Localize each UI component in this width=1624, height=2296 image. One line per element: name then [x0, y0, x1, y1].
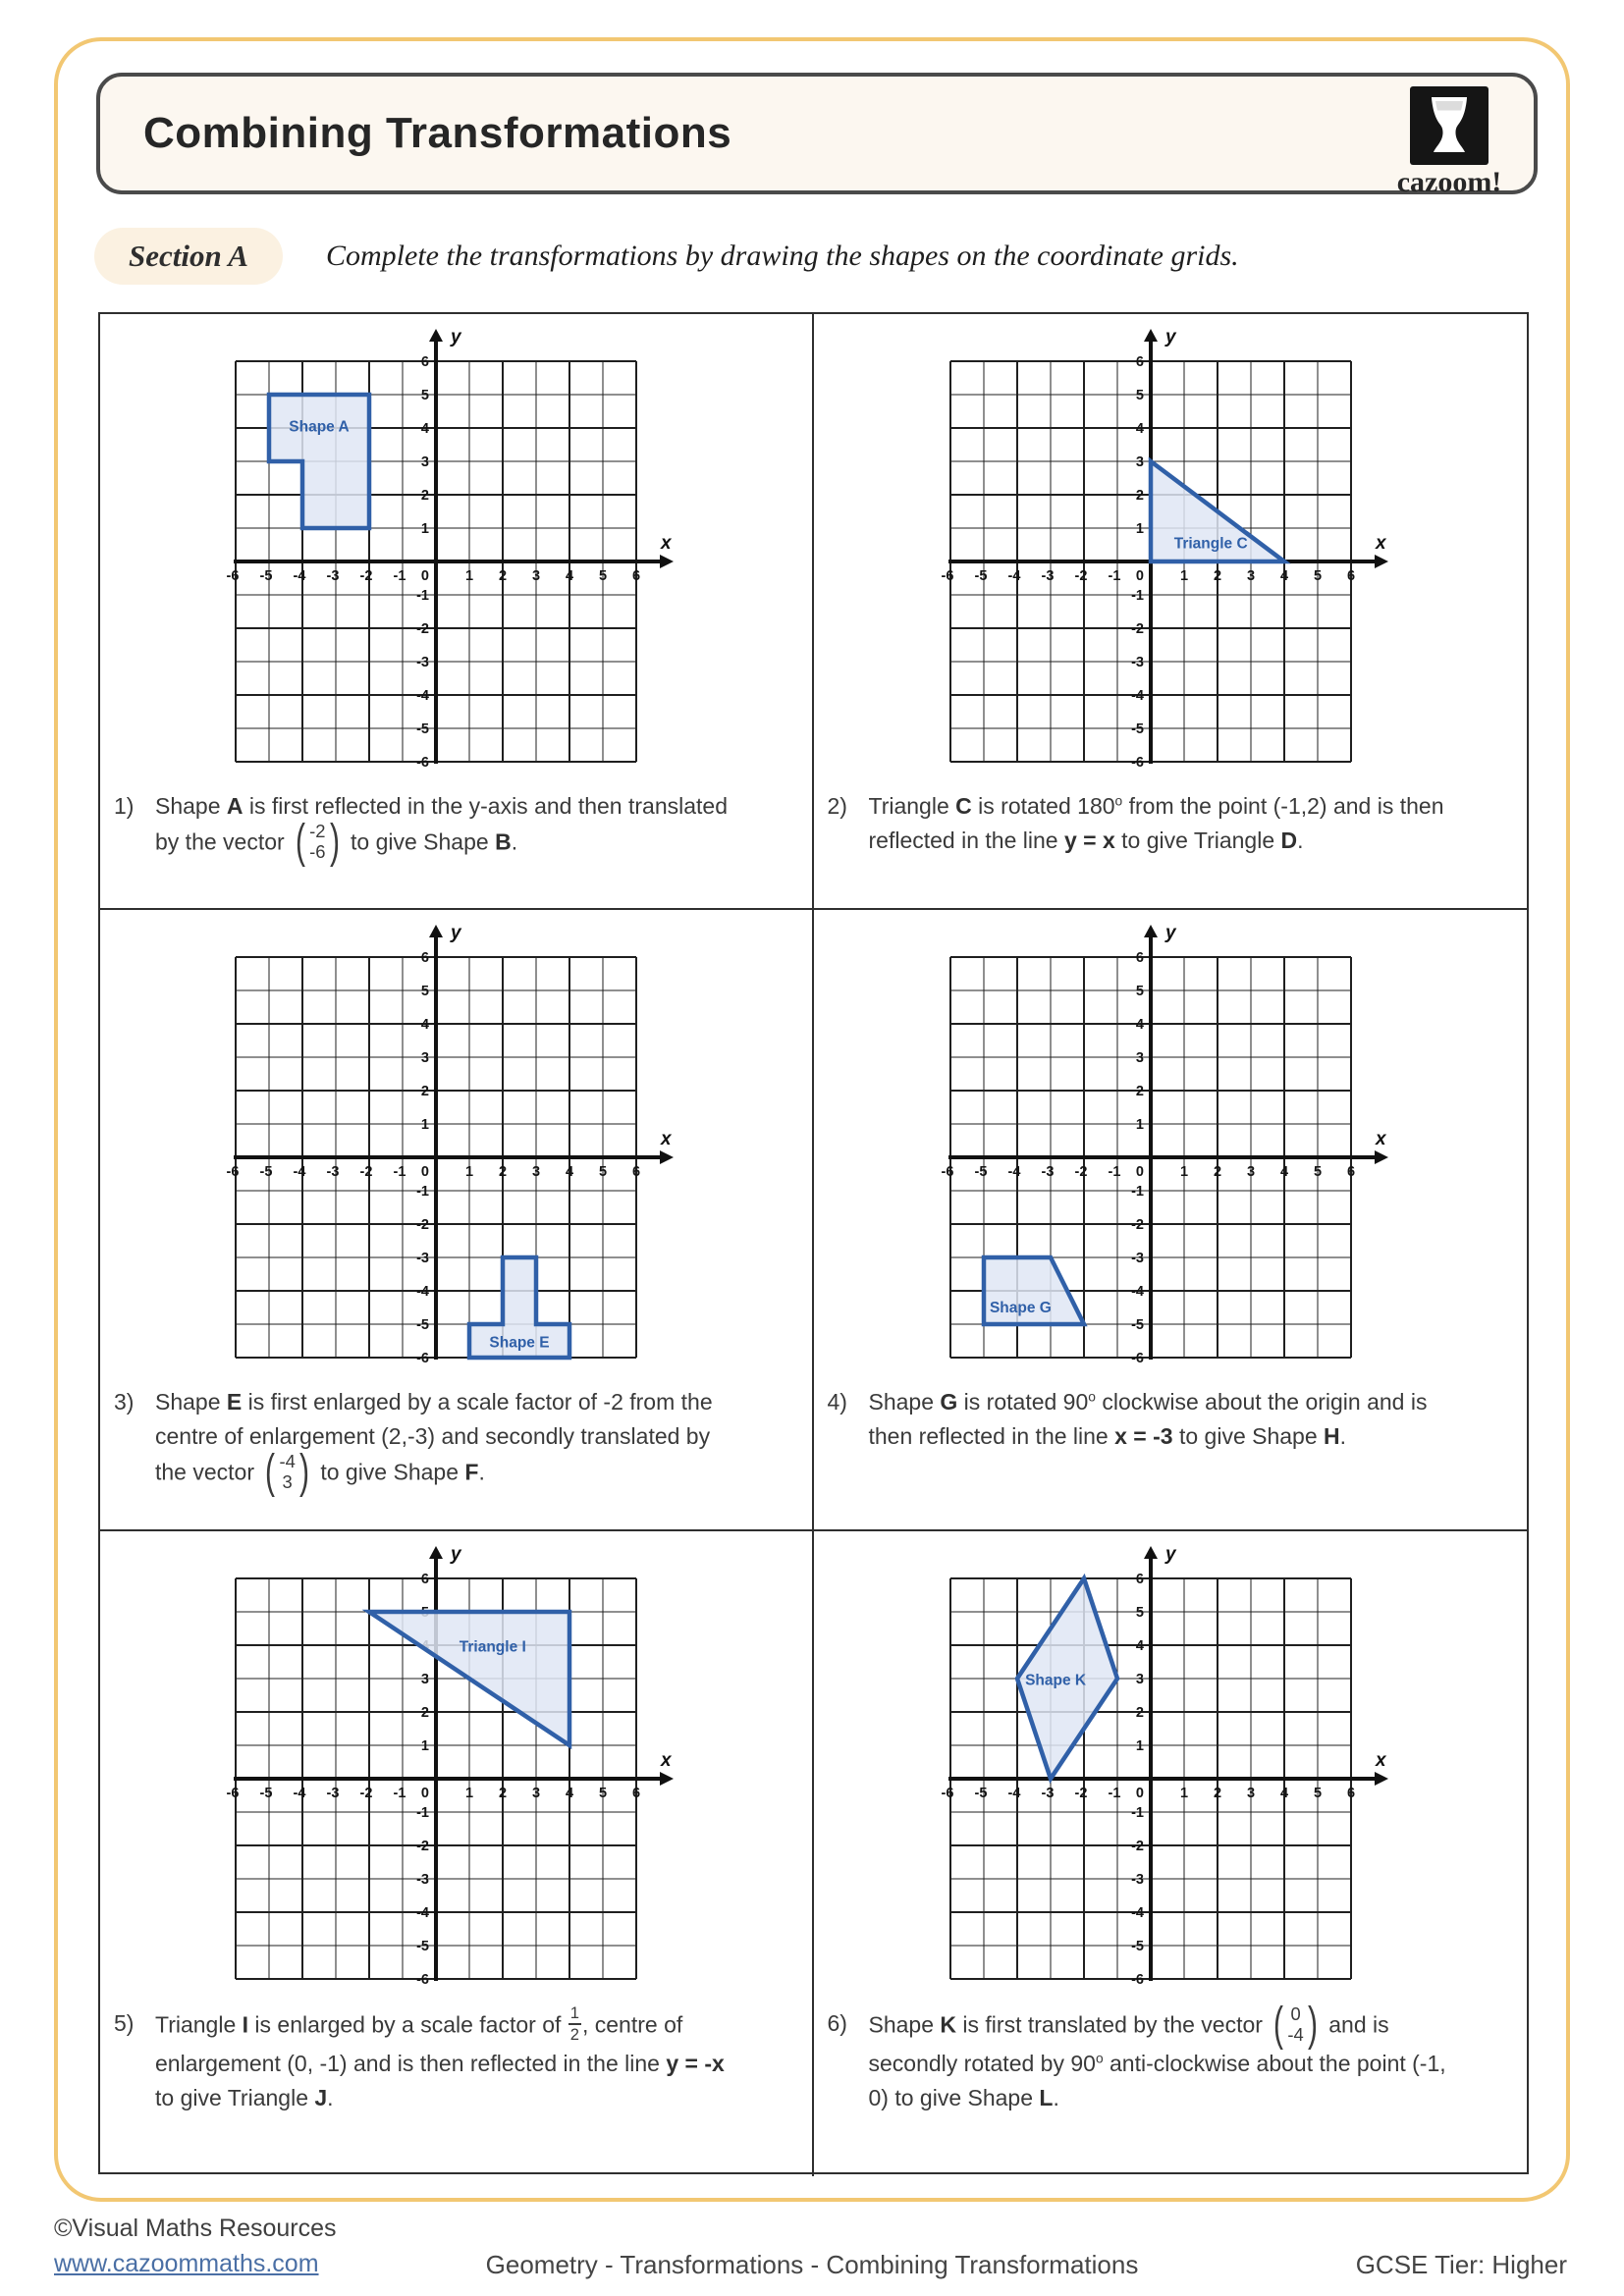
svg-text:-4: -4	[1007, 568, 1021, 584]
question-3	[100, 1379, 812, 1499]
svg-text:3: 3	[421, 1050, 430, 1066]
svg-text:-4: -4	[1007, 1786, 1021, 1801]
svg-text:x: x	[1375, 1750, 1386, 1771]
svg-text:5: 5	[421, 984, 430, 999]
svg-text:0: 0	[421, 568, 430, 584]
svg-text:-6: -6	[941, 1164, 954, 1180]
svg-text:-3: -3	[326, 1164, 340, 1180]
svg-text:5: 5	[599, 1786, 608, 1801]
svg-text:3: 3	[532, 568, 541, 584]
brand-name: cazoom!	[1396, 166, 1502, 198]
footer-tier: GCSE Tier: Higher	[1355, 2250, 1567, 2279]
question-number: 5)	[114, 2010, 135, 2036]
svg-text:5: 5	[421, 388, 430, 403]
svg-text:5: 5	[599, 1164, 608, 1180]
svg-text:-1: -1	[1130, 1184, 1144, 1200]
svg-text:5: 5	[1313, 568, 1322, 584]
question-panel-6	[814, 1531, 1528, 2176]
svg-text:-4: -4	[293, 1164, 306, 1180]
svg-text:-6: -6	[1130, 1351, 1144, 1366]
svg-text:-2: -2	[359, 1164, 373, 1180]
svg-text:-1: -1	[1130, 1805, 1144, 1821]
svg-text:0: 0	[421, 1786, 430, 1801]
header-box	[96, 73, 1538, 198]
svg-text:4: 4	[1135, 1017, 1144, 1033]
svg-text:-6: -6	[226, 1786, 240, 1801]
svg-text:-3: -3	[1041, 1786, 1055, 1801]
svg-text:6: 6	[1346, 1786, 1355, 1801]
svg-text:6: 6	[1135, 354, 1144, 370]
question-number: 2)	[827, 793, 847, 819]
svg-text:6: 6	[1346, 568, 1355, 584]
svg-text:-5: -5	[259, 1164, 273, 1180]
svg-text:x: x	[1375, 1129, 1386, 1149]
svg-text:Triangle I: Triangle I	[460, 1638, 527, 1656]
svg-text:-5: -5	[974, 1164, 988, 1180]
svg-text:y: y	[1164, 1545, 1176, 1565]
question-5	[100, 2001, 812, 2115]
svg-text:1: 1	[1135, 1117, 1144, 1133]
question-panel-5	[100, 1531, 814, 2176]
svg-text:-3: -3	[1130, 1872, 1144, 1888]
svg-text:-2: -2	[416, 1839, 430, 1854]
svg-text:-2: -2	[359, 568, 373, 584]
svg-text:Triangle C: Triangle C	[1173, 535, 1248, 553]
question-number: 6)	[827, 2010, 847, 2036]
svg-text:5: 5	[1135, 388, 1144, 403]
footer-url-link[interactable]: www.cazoommaths.com	[54, 2250, 319, 2277]
question-panel-4	[814, 910, 1528, 1531]
svg-text:x: x	[661, 533, 672, 554]
svg-text:1: 1	[1179, 1786, 1188, 1801]
footer-url	[54, 2250, 319, 2278]
svg-text:6: 6	[421, 950, 430, 966]
coordinate-grid-5	[220, 1545, 691, 2001]
svg-text:6: 6	[1135, 1572, 1144, 1587]
svg-text:-3: -3	[1130, 1251, 1144, 1266]
svg-text:-4: -4	[1130, 688, 1144, 704]
svg-text:-5: -5	[259, 1786, 273, 1801]
svg-text:0: 0	[1135, 568, 1144, 584]
svg-text:-6: -6	[941, 1786, 954, 1801]
svg-text:3: 3	[1135, 1672, 1144, 1687]
question-4	[814, 1379, 1528, 1454]
svg-text:-4: -4	[416, 1284, 430, 1300]
svg-text:-3: -3	[416, 655, 430, 670]
svg-text:-6: -6	[226, 1164, 240, 1180]
coordinate-grid-3	[220, 924, 691, 1379]
svg-text:-2: -2	[1074, 568, 1088, 584]
svg-text:-1: -1	[1130, 588, 1144, 604]
svg-text:-4: -4	[293, 1786, 306, 1801]
svg-text:-1: -1	[1108, 1164, 1121, 1180]
question-panel-1	[100, 314, 814, 910]
section-instruction: Complete the transformations by drawing the shapes on the coordinate grids.	[326, 240, 1239, 272]
svg-text:Shape A: Shape A	[289, 418, 350, 436]
question-body: Triangle C is rotated 180$^o$ from the point (-1,2) and is then reflected in the line y = x to give Triangle D.	[868, 793, 1444, 853]
svg-text:2: 2	[421, 488, 430, 504]
svg-text:2: 2	[1213, 1786, 1221, 1801]
svg-text:y: y	[1164, 924, 1176, 943]
svg-text:-1: -1	[393, 568, 406, 584]
svg-text:4: 4	[566, 568, 574, 584]
svg-text:-6: -6	[1130, 755, 1144, 771]
svg-text:-3: -3	[416, 1251, 430, 1266]
svg-text:x: x	[1375, 533, 1386, 554]
coordinate-grid-2	[935, 328, 1406, 783]
svg-text:-2: -2	[1130, 621, 1144, 637]
svg-text:x: x	[661, 1129, 672, 1149]
svg-text:6: 6	[1346, 1164, 1355, 1180]
svg-text:-3: -3	[326, 1786, 340, 1801]
svg-text:1: 1	[465, 1164, 474, 1180]
svg-text:0: 0	[421, 1164, 430, 1180]
svg-text:-4: -4	[1007, 1164, 1021, 1180]
svg-text:-2: -2	[1130, 1217, 1144, 1233]
svg-text:2: 2	[499, 1786, 508, 1801]
question-body: Triangle I is enlarged by a scale factor of $\frac{1}{2}$ , centre of enlargement (0, -1) and is then reflected in the line y = -x to give Triangle J.	[155, 2003, 725, 2111]
svg-text:2: 2	[1213, 1164, 1221, 1180]
brand-logo	[1390, 86, 1508, 199]
svg-text:2: 2	[1135, 488, 1144, 504]
worksheet-grid	[98, 312, 1529, 2174]
svg-text:y: y	[451, 1545, 461, 1565]
svg-text:-6: -6	[416, 755, 430, 771]
svg-text:0: 0	[1135, 1786, 1144, 1801]
svg-text:5: 5	[1313, 1786, 1322, 1801]
svg-text:-4: -4	[416, 1905, 430, 1921]
svg-text:-6: -6	[1130, 1972, 1144, 1988]
svg-text:-5: -5	[416, 1317, 430, 1333]
svg-text:0: 0	[1135, 1164, 1144, 1180]
svg-text:4: 4	[421, 1017, 430, 1033]
question-body: Shape A is first reflected in the y-axis and then translated by the vector ( -2 -6 ) to give Shape B.	[155, 793, 728, 869]
page-title: Combining Transformations	[143, 109, 732, 157]
svg-text:-3: -3	[1041, 568, 1055, 584]
svg-text:Shape G: Shape G	[989, 1300, 1052, 1316]
svg-text:-1: -1	[416, 588, 430, 604]
svg-text:-6: -6	[416, 1972, 430, 1988]
svg-text:2: 2	[1135, 1705, 1144, 1721]
svg-text:3: 3	[1246, 568, 1255, 584]
question-1	[100, 783, 812, 869]
svg-text:-5: -5	[1130, 1939, 1144, 1954]
svg-text:1: 1	[1179, 1164, 1188, 1180]
svg-text:-2: -2	[1130, 1839, 1144, 1854]
svg-text:1: 1	[421, 521, 430, 537]
svg-text:-2: -2	[359, 1786, 373, 1801]
svg-text:4: 4	[566, 1786, 574, 1801]
question-panel-3	[100, 910, 814, 1531]
question-2	[814, 783, 1528, 858]
svg-text:-2: -2	[1074, 1786, 1088, 1801]
svg-text:-5: -5	[416, 721, 430, 737]
svg-text:5: 5	[599, 568, 608, 584]
svg-text:-1: -1	[1108, 568, 1121, 584]
svg-text:-1: -1	[416, 1184, 430, 1200]
svg-text:-6: -6	[941, 568, 954, 584]
coordinate-grid-1	[220, 328, 691, 783]
svg-text:1: 1	[465, 1786, 474, 1801]
svg-text:4: 4	[1135, 1638, 1144, 1654]
svg-text:3: 3	[1135, 1050, 1144, 1066]
svg-text:-5: -5	[974, 568, 988, 584]
svg-text:3: 3	[421, 1672, 430, 1687]
svg-text:-3: -3	[326, 568, 340, 584]
svg-text:-1: -1	[1108, 1786, 1121, 1801]
svg-text:4: 4	[1135, 421, 1144, 437]
svg-text:-5: -5	[974, 1786, 988, 1801]
svg-text:-5: -5	[1130, 721, 1144, 737]
svg-text:-1: -1	[393, 1786, 406, 1801]
svg-text:2: 2	[499, 1164, 508, 1180]
svg-text:-6: -6	[416, 1351, 430, 1366]
svg-text:3: 3	[421, 454, 430, 470]
question-panel-2	[814, 314, 1528, 910]
svg-text:-6: -6	[226, 568, 240, 584]
svg-text:y: y	[451, 328, 461, 347]
question-body: Shape K is first translated by the vector ( 0 -4 ) and is secondly rotated by 90$^o$ anti-clockwise about the point (-1, 0) to give Shape L.	[868, 1998, 1446, 2111]
coordinate-grid-4	[935, 924, 1406, 1379]
svg-text:Shape K: Shape K	[1024, 1672, 1086, 1689]
svg-text:6: 6	[421, 354, 430, 370]
footer-copyright: ©Visual Maths Resources	[54, 2215, 337, 2242]
svg-text:-2: -2	[1074, 1164, 1088, 1180]
svg-text:6: 6	[632, 1164, 641, 1180]
svg-text:6: 6	[421, 1572, 430, 1587]
footer-breadcrumb: Geometry - Transformations - Combining Transformations	[485, 2250, 1139, 2279]
svg-text:3: 3	[1246, 1786, 1255, 1801]
svg-text:4: 4	[1279, 568, 1288, 584]
svg-text:1: 1	[1179, 568, 1188, 584]
svg-text:-1: -1	[393, 1164, 406, 1180]
svg-text:6: 6	[632, 1786, 641, 1801]
svg-text:-3: -3	[1130, 655, 1144, 670]
svg-text:-4: -4	[416, 688, 430, 704]
svg-text:-3: -3	[416, 1872, 430, 1888]
question-body: Shape G is rotated 90$^o$ clockwise about the origin and is then reflected in the line x = -3 to give Shape H.	[868, 1389, 1428, 1449]
svg-text:5: 5	[1313, 1164, 1322, 1180]
svg-text:1: 1	[421, 1117, 430, 1133]
svg-text:4: 4	[421, 421, 430, 437]
svg-text:x: x	[661, 1750, 672, 1771]
svg-text:2: 2	[421, 1084, 430, 1099]
svg-text:2: 2	[421, 1705, 430, 1721]
svg-text:6: 6	[632, 568, 641, 584]
svg-text:y: y	[451, 924, 461, 943]
svg-text:-4: -4	[293, 568, 306, 584]
svg-text:4: 4	[1279, 1164, 1288, 1180]
svg-text:4: 4	[566, 1164, 574, 1180]
question-number: 4)	[827, 1389, 847, 1415]
svg-text:3: 3	[532, 1164, 541, 1180]
svg-text:-3: -3	[1041, 1164, 1055, 1180]
svg-text:4: 4	[1279, 1786, 1288, 1801]
svg-text:5: 5	[1135, 1605, 1144, 1621]
coordinate-grid-6	[935, 1545, 1406, 2001]
question-number: 1)	[114, 793, 135, 819]
svg-text:2: 2	[1213, 568, 1221, 584]
svg-text:3: 3	[1246, 1164, 1255, 1180]
svg-text:1: 1	[1135, 521, 1144, 537]
svg-text:5: 5	[1135, 984, 1144, 999]
svg-text:-5: -5	[1130, 1317, 1144, 1333]
question-6	[814, 1998, 1528, 2115]
question-number: 3)	[114, 1389, 135, 1415]
svg-text:6: 6	[1135, 950, 1144, 966]
svg-text:-4: -4	[1130, 1284, 1144, 1300]
svg-text:1: 1	[465, 568, 474, 584]
svg-text:Shape E: Shape E	[489, 1334, 550, 1352]
svg-text:1: 1	[1135, 1738, 1144, 1754]
svg-text:2: 2	[1135, 1084, 1144, 1099]
svg-text:-4: -4	[1130, 1905, 1144, 1921]
drum-icon	[1410, 86, 1489, 165]
svg-text:1: 1	[421, 1738, 430, 1754]
section-badge: Section A	[94, 228, 283, 285]
svg-text:-5: -5	[259, 568, 273, 584]
svg-text:3: 3	[1135, 454, 1144, 470]
svg-text:2: 2	[499, 568, 508, 584]
svg-text:y: y	[1164, 328, 1176, 347]
svg-text:-2: -2	[416, 1217, 430, 1233]
svg-text:-1: -1	[416, 1805, 430, 1821]
svg-text:-5: -5	[416, 1939, 430, 1954]
svg-text:3: 3	[532, 1786, 541, 1801]
svg-text:-2: -2	[416, 621, 430, 637]
question-body: Shape E is first enlarged by a scale factor of -2 from the centre of enlargement (2,-3) and secondly translated by the vector ( -4 3 ) to give Shape F.	[155, 1389, 713, 1499]
